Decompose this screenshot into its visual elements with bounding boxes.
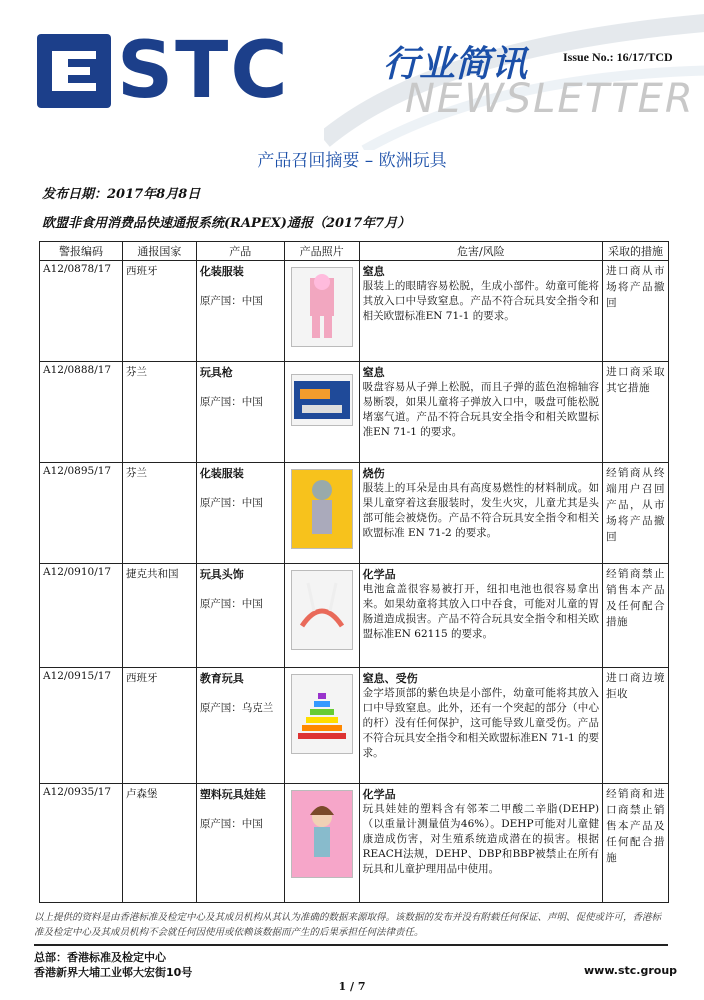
product-cell xyxy=(196,362,284,463)
measure-taken: 进口商从市场将产品撤回 xyxy=(603,261,669,362)
product-origin: 原产国：中国 xyxy=(199,295,263,307)
hazard-type: 化学品 xyxy=(362,568,396,581)
website-link[interactable]: www.stc.group xyxy=(584,964,678,977)
col-header-product: 产品 xyxy=(196,242,284,261)
notifying-country: 芬兰 xyxy=(122,362,196,463)
product-origin: 原产国：乌克兰 xyxy=(199,702,274,714)
alert-code: A12/0915/17 xyxy=(40,668,123,784)
product-name: 玩具头饰 xyxy=(199,568,244,581)
notifying-country: 西班牙 xyxy=(122,668,196,784)
hazard-type: 化学品 xyxy=(362,788,396,801)
table-header-row xyxy=(40,242,669,261)
hazard-cell xyxy=(359,362,602,463)
hazard-type: 烧伤 xyxy=(362,467,385,480)
table-row xyxy=(40,463,669,564)
measure-taken: 经销商和进口商禁止销售本产品及任何配合措施 xyxy=(603,784,669,903)
table-row xyxy=(40,564,669,668)
hazard-description: 服装上的眼睛容易松脱，生成小部件。幼童可能将其放入口中导致窒息。产品不符合玩具安全指令和相关欧盟标准EN 71-1 的要求。 xyxy=(362,280,600,322)
product-name: 玩具枪 xyxy=(199,366,233,379)
product-photo-cell xyxy=(284,668,359,784)
hazard-description: 吸盘容易从子弹上松脱，而且子弹的蓝色泡棉轴容易断裂，如果儿童将子弹放入口中，吸盘可能松脱堵塞气道。产品不符合玩具安全指令和相关欧盟标准EN 71-1 的要求。 xyxy=(362,381,600,438)
product-photo xyxy=(291,674,353,754)
product-photo xyxy=(291,469,353,549)
publish-date: 发布日期：2017年8月8日 xyxy=(42,187,201,202)
product-origin: 原产国：中国 xyxy=(199,396,263,408)
stc-logo xyxy=(37,26,290,116)
hazard-type: 窒息 xyxy=(362,366,385,379)
headquarters-label: 总部：香港标准及检定中心 xyxy=(34,951,166,964)
product-photo xyxy=(291,374,353,426)
footer-divider xyxy=(34,944,668,946)
stc-logo-mark-icon xyxy=(37,34,111,108)
page-number: 1 / 7 xyxy=(338,980,366,993)
alert-code: A12/0935/17 xyxy=(40,784,123,903)
measure-taken: 经销商禁止销售本产品及任何配合措施 xyxy=(603,564,669,668)
hazard-cell xyxy=(359,261,602,362)
hazard-type: 窒息、受伤 xyxy=(362,672,418,685)
disclaimer: 以上提供的资料是由香港标准及检定中心及其成员机构从其认为准确的数据来源取得。该数据的发布并没有附载任何保证、声明、促使或许可，香港标准及检定中心及其成员机构不会就任何因使用或依赖该数据而产生的后果承担任何法律责任。 xyxy=(34,912,662,938)
product-photo-cell xyxy=(284,463,359,564)
newsletter-title-cn: 行业简讯 xyxy=(383,44,528,85)
notifying-country: 芬兰 xyxy=(122,463,196,564)
headquarters-address: 香港新界大埔工业邨大宏街10号 xyxy=(34,966,193,979)
product-photo-cell xyxy=(284,564,359,668)
product-origin: 原产国：中国 xyxy=(199,818,263,830)
table-row xyxy=(40,668,669,784)
measure-taken: 经销商从终端用户召回产品，从市场将产品撤回 xyxy=(603,463,669,564)
col-header-hazard: 危害/风险 xyxy=(359,242,602,261)
product-name: 化装服装 xyxy=(199,467,244,480)
alert-code: A12/0888/17 xyxy=(40,362,123,463)
brand-name: STC xyxy=(117,26,290,116)
hazard-cell xyxy=(359,784,602,903)
product-cell xyxy=(196,463,284,564)
product-photo xyxy=(291,267,353,347)
product-origin: 原产国：中国 xyxy=(199,497,263,509)
product-name: 教育玩具 xyxy=(199,672,244,685)
product-cell xyxy=(196,261,284,362)
product-photo-cell xyxy=(284,261,359,362)
col-header-photo: 产品照片 xyxy=(284,242,359,261)
section-subtitle: 欧盟非食用消费品快速通报系统(RAPEX)通报（2017年7月） xyxy=(42,216,411,231)
col-header-country: 通报国家 xyxy=(122,242,196,261)
table-row xyxy=(40,261,669,362)
hazard-description: 玩具娃娃的塑料含有邻苯二甲酸二辛脂(DEHP)（以重量计测量值为46%）。DEHP可能对儿童健康造成伤害，对生殖系统造成潜在的损害。根据REACH法规，DEHP、DBP和BBP被禁止在所有玩具和儿童护理用品中使用。 xyxy=(362,803,600,875)
notifying-country: 捷克共和国 xyxy=(122,564,196,668)
product-cell xyxy=(196,564,284,668)
notifying-country: 西班牙 xyxy=(122,261,196,362)
col-header-code: 警报编码 xyxy=(40,242,123,261)
col-header-measure: 采取的措施 xyxy=(603,242,669,261)
product-photo xyxy=(291,790,353,878)
alert-code: A12/0910/17 xyxy=(40,564,123,668)
product-name: 化装服装 xyxy=(199,265,244,278)
product-cell xyxy=(196,668,284,784)
hazard-description: 金字塔顶部的紫色块是小部件，幼童可能将其放入口中导致窒息。此外，还有一个突起的部分（中心的杆）没有任何保护，这可能导致儿童受伤。产品不符合玩具安全指令和相关欧盟标准EN 71-1 的要求。 xyxy=(362,687,600,759)
product-name: 塑料玩具娃娃 xyxy=(199,788,266,801)
hazard-cell xyxy=(359,668,602,784)
product-origin: 原产国：中国 xyxy=(199,598,263,610)
product-photo xyxy=(291,570,353,650)
notifying-country: 卢森堡 xyxy=(122,784,196,903)
product-cell xyxy=(196,784,284,903)
measure-taken: 进口商边境拒收 xyxy=(603,668,669,784)
alert-code: A12/0878/17 xyxy=(40,261,123,362)
document-title: 产品召回摘要 – 欧洲玩具 xyxy=(257,151,447,171)
product-photo-cell xyxy=(284,362,359,463)
measure-taken: 进口商采取其它措施 xyxy=(603,362,669,463)
table-row xyxy=(40,784,669,903)
recall-table xyxy=(39,241,669,903)
newsletter-title-en: NEWSLETTER xyxy=(405,76,695,122)
hazard-type: 窒息 xyxy=(362,265,385,278)
hazard-description: 服装上的耳朵是由具有高度易燃性的材料制成。如果儿童穿着这套服装时，发生火灾，儿童尤其是头部可能会被烧伤。产品不符合玩具安全指令和相关欧盟标准 EN 71-2 的要求。 xyxy=(362,482,600,539)
hazard-description: 电池盒盖很容易被打开，纽扣电池也很容易拿出来。如果幼童将其放入口中吞食，可能对儿童的胃肠道造成损害。产品不符合玩具安全指令和相关欧盟标准EN 62115 的要求。 xyxy=(362,583,600,640)
alert-code: A12/0895/17 xyxy=(40,463,123,564)
table-row xyxy=(40,362,669,463)
hazard-cell xyxy=(359,463,602,564)
product-photo-cell xyxy=(284,784,359,903)
issue-number: Issue No.: 16/17/TCD xyxy=(563,50,673,64)
hazard-cell xyxy=(359,564,602,668)
